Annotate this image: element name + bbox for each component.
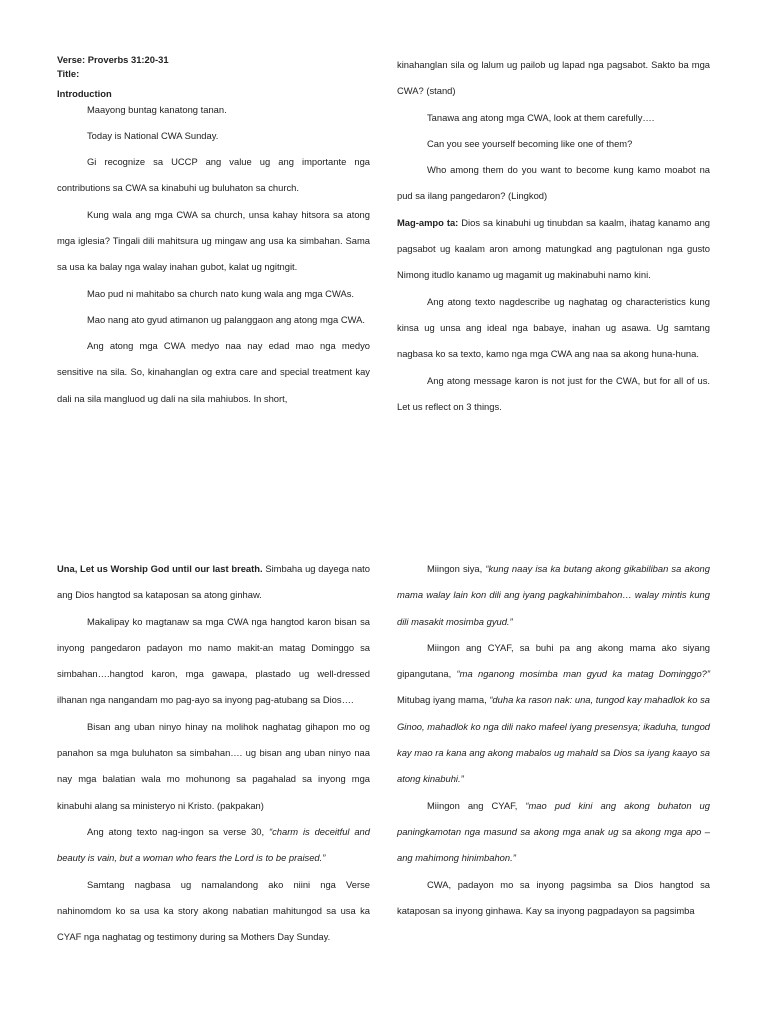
paragraph: Ang atong message karon is not just for the CWA, but for all of us. Let us reflect on 3 things. xyxy=(397,374,710,412)
quote: “mao pud kini ang akong buhaton ug paningkamotan nga masund sa akong mga anak ug sa akong mga apo – ang mahimong hinimbahon.” xyxy=(397,799,710,864)
quote: “ma nganong mosimba man gyud ka matag Dominggo?” xyxy=(456,668,710,680)
paragraph: Bisan ang uban ninyo hinay na molihok naghatag gihapon mo og panahon sa mga buluhaton sa simbahan…. ug bisan ang uban ninyo naa nay mga balatian wala mo mohunong sa pagahalad sa inyong mga kinabuhi alang sa ministeryo ni Kristo. (pakpakan) xyxy=(57,720,370,811)
introduction-heading: Introduction xyxy=(57,88,112,99)
paragraph: Today is National CWA Sunday. xyxy=(87,129,219,141)
paragraph: Gi recognize sa UCCP ang value ug ang importante nga contributions sa CWA sa kinabuhi ug buluhaton sa church. xyxy=(57,156,370,194)
prayer-paragraph xyxy=(397,210,710,289)
point-one-paragraph xyxy=(57,556,370,609)
paragraph: Samtang nagbasa ug namalandong ako niini nga Verse nahinomdom ko sa usa ka story akong nabatian mahitungod sa usa ka CYAF nga naghatag og testimony during sa Mothers Day Sunday. xyxy=(57,878,370,943)
point-one-heading: Una, Let us Worship God until our last breath. xyxy=(57,563,263,574)
column-bottom-left xyxy=(57,556,370,950)
paragraph: Mao nang ato gyud atimanon ug palanggaon ang atong mga CWA. xyxy=(87,313,365,325)
paragraph: Kung wala ang mga CWA sa church, unsa kahay hitsora sa atong mga iglesia? Tingali dili mahitsura ug mingaw ang usa ka simbahan. Sama sa usa ka balay nga walay inahan gubot, kalat ug ngitngit. xyxy=(57,208,370,273)
prayer-text: Dios sa kinabuhi ug tinubdan sa kaalm, ihatag kanamo ang pagsabot ug kaalam aron among matungkad ang pagtulonan nga gusto Nimong itudlo kanamo ug magamit ug makinabuhi namo kini. xyxy=(397,216,711,281)
quote-paragraph xyxy=(397,793,710,872)
paragraph: Who among them do you want to become kung kamo moabot na pud sa ilang pangedaron? (Lingkod) xyxy=(397,164,710,202)
paragraph: Tanawa ang atong mga CWA, look at them carefully…. xyxy=(427,111,655,123)
quote-lead: Miingon siya, xyxy=(427,563,486,574)
paragraph: Ang atong mga CWA medyo naa nay edad mao nga medyo sensitive na sila. So, kinahanglan og extra care and special treatment kay dali na sila mangluod ug dali na sila mahiubos. In short, xyxy=(57,340,370,404)
verse-quote-paragraph xyxy=(57,819,370,872)
dialogue-paragraph xyxy=(397,635,710,793)
paragraph: kinahanglan sila og lalum ug pailob ug lapad nga pagsabot. Sakto ba mga CWA? (stand) xyxy=(397,59,710,97)
paragraph: Can you see yourself becoming like one of them? xyxy=(427,137,633,149)
title-heading: Title: xyxy=(57,67,80,79)
column-top-right xyxy=(397,52,710,420)
paragraph: Ang atong texto nagdescribe ug naghatag og characteristics kung kinsa ug unsa ang ideal nga babaye, inahan ug asawa. Ug samtang nagbasa ko sa texto, kamo nga mga CWA ang naa sa akong huna-huna. xyxy=(397,295,710,360)
quote: “kung naay isa ka butang akong gikabiliban sa akong mama walay lain kon dili ang iyang pagkahinimbahon… walay mintis kung dili masakit mosimba gyud.” xyxy=(397,563,710,627)
quote-mid: Mitubag iyang mama, xyxy=(397,694,490,706)
quote: “duha ka rason nak: una, tungod kay mahadlok ko sa Ginoo, mahadlok ko nga dili nako mafeel iyang presensya; ikaduha, tungod kay mao ra kana ang akong mabalos ug mahald sa Dios sa iyang kaayo sa atong kinabuhi.” xyxy=(397,694,710,785)
quote-lead: Miingon ang CYAF, sa buhi pa ang akong mama ako siyang gipangutana, xyxy=(397,641,710,680)
prayer-label: Mag-ampo ta: xyxy=(397,216,459,228)
paragraph: Maayong buntag kanatong tanan. xyxy=(87,103,227,115)
quote-lead: Miingon ang CYAF, xyxy=(427,799,526,811)
verse-quote: “charm is deceitful and beauty is vain, but a woman who fears the Lord is to be praised.” xyxy=(57,825,370,864)
paragraph: Makalipay ko magtanaw sa mga CWA nga hangtod karon bisan sa inyong pangedaron padayon mo namo makit-an matag Dominggo sa simbahan….hangtod karon, mga gawapa, plastado ug well-dressed ilhanan nga nangandam mo pag-ayo sa inyong pag-atubang sa Dios…. xyxy=(57,615,370,706)
point-one-text: Simbaha ug dayega nato ang Dios hangtod sa kataposan sa atong ginhaw. xyxy=(57,563,370,601)
column-top-left xyxy=(57,53,370,412)
paragraph: Mao pud ni mahitabo sa church nato kung wala ang mga CWAs. xyxy=(87,287,354,299)
quote-lead: Ang atong texto nag-ingon sa verse 30, xyxy=(87,825,269,837)
quote-paragraph xyxy=(397,556,710,635)
paragraph: CWA, padayon mo sa inyong pagsimba sa Dios hangtod sa kataposan sa inyong ginhawa. Kay sa inyong pagpadayon sa pagsimba xyxy=(397,878,710,916)
column-bottom-right xyxy=(397,556,710,924)
verse-heading: Verse: Proverbs 31:20-31 xyxy=(57,54,169,65)
